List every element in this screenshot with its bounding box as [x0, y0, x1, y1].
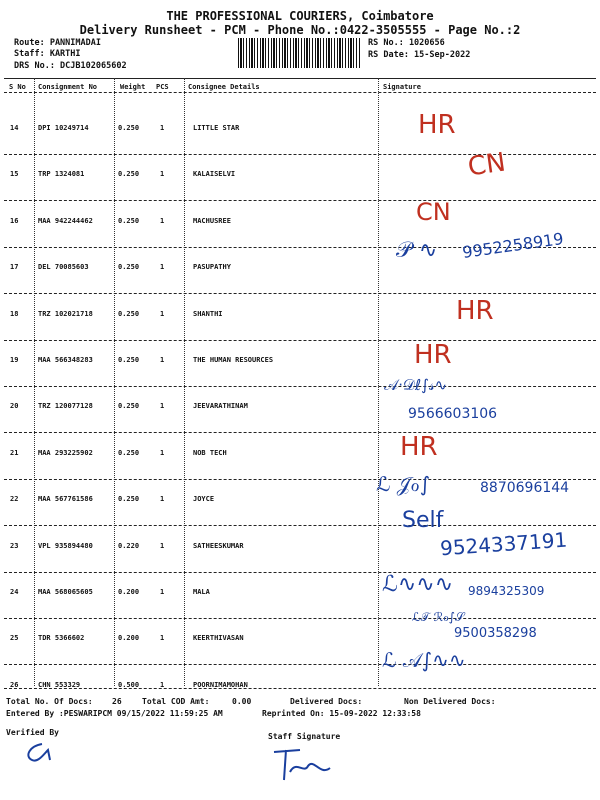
non-delivered-docs: Non Delivered Docs:	[404, 697, 496, 706]
row-consignee: PASUPATHY	[193, 263, 231, 272]
company-title: THE PROFESSIONAL COURIERS, Coimbatore	[166, 9, 434, 23]
row-consignee: MACHUSREE	[193, 216, 231, 225]
row-divider	[4, 154, 596, 155]
signature-mark: HR	[418, 110, 456, 140]
col-pcs: PCS	[156, 83, 169, 91]
col-consignee: Consignee Details	[188, 83, 260, 91]
row-pcs: 1	[160, 634, 165, 643]
row-pcs: 1	[160, 588, 165, 596]
row-sno: 25	[10, 634, 19, 643]
row-pcs: 1	[160, 309, 165, 318]
staff-signature-label: Staff Signature	[268, 732, 341, 741]
row-weight: 0.250	[118, 124, 140, 132]
row-weight: 0.250	[118, 448, 140, 457]
scribble-signature: ℒ 𝒥ℴ∫	[376, 472, 431, 496]
row-consignee: KEERTHIVASAN	[193, 634, 244, 643]
row-weight: 0.250	[118, 263, 140, 272]
scribble-signature: ℒ∿∿∿	[382, 572, 454, 597]
row-pcs: 1	[160, 402, 165, 411]
handwritten-phone: 9524337191	[439, 527, 568, 561]
handwritten-phone: 9952258919	[461, 229, 565, 262]
row-consignment: TDR 5366602	[38, 634, 85, 643]
row-weight: 0.250	[118, 495, 140, 504]
row-pcs: 1	[160, 680, 165, 689]
row-consignment: DEL 70085603	[38, 263, 89, 272]
signature-mark: HR	[414, 340, 452, 370]
row-sno: 26	[10, 680, 19, 689]
handwritten-phone: 8870696144	[480, 480, 570, 496]
row-pcs: 1	[160, 495, 165, 504]
row-divider	[4, 386, 596, 387]
row-divider	[4, 525, 596, 526]
row-weight: 0.250	[118, 309, 140, 318]
row-consignee: KALAISELVI	[193, 170, 236, 179]
row-consignment: MAA 568065605	[38, 588, 93, 596]
row-sno: 22	[10, 495, 19, 504]
row-divider	[4, 293, 596, 294]
header-bottom-rule	[4, 92, 596, 93]
col-sno: S No	[9, 83, 26, 91]
cod-value: 0.00	[232, 697, 252, 706]
signature-mark: HR	[456, 296, 494, 326]
runsheet-title: Delivery Runsheet - PCM - Phone No.:0422-3505555 - Page No.:2	[79, 23, 521, 37]
row-consignee: LITTLE STAR	[193, 124, 240, 132]
col-weight: Weight	[120, 83, 146, 91]
row-sno: 15	[10, 170, 19, 179]
row-divider	[4, 432, 596, 433]
table-row	[0, 302, 600, 348]
total-docs-value: 26	[112, 697, 122, 706]
table-row	[0, 348, 600, 394]
row-divider	[4, 664, 596, 665]
row-sno: 14	[10, 124, 19, 132]
row-weight: 0.200	[118, 588, 140, 596]
scribble-signature: ℒ𝒯 ℛℴ∫𝒮	[412, 610, 465, 624]
route-label: Route: PANNIMADAI	[14, 38, 101, 48]
row-weight: 0.220	[118, 541, 140, 550]
row-weight: 0.200	[118, 634, 140, 643]
row-consignment: MAA 567761586	[38, 495, 93, 504]
row-consignment: TRP 1324081	[38, 170, 85, 179]
row-consignment: MAA 566348283	[38, 356, 93, 364]
row-pcs: 1	[160, 263, 165, 272]
row-divider	[4, 618, 596, 619]
row-consignee: NOB TECH	[193, 448, 227, 457]
scribble-signature: 𝒜·𝒟ℓ∫𝓈∿	[384, 376, 448, 394]
col-consignment: Consignment No	[38, 83, 98, 91]
row-sno: 23	[10, 541, 19, 550]
total-docs-label: Total No. Of Docs:	[6, 697, 93, 706]
row-sno: 19	[10, 356, 19, 364]
signature-mark: CN	[416, 198, 451, 226]
scribble-signature: 𝒫 ∿	[396, 238, 438, 263]
row-weight: 0.250	[118, 356, 140, 364]
staff-label: Staff: KARTHI	[14, 49, 81, 59]
row-consignee: SHANTHI	[193, 309, 223, 318]
row-weight: 0.250	[118, 402, 140, 411]
reprinted-on: Reprinted On: 15-09-2022 12:33:58	[262, 709, 421, 718]
row-divider	[4, 572, 596, 573]
row-consignment: MAA 942244462	[38, 216, 93, 225]
rs-number: RS No.: 1020656	[368, 38, 445, 48]
footer-rule	[4, 688, 596, 689]
row-pcs: 1	[160, 356, 165, 364]
table-row	[0, 162, 600, 208]
table-row	[0, 116, 600, 162]
row-consignee: SATHEESKUMAR	[193, 541, 244, 550]
row-consignment: MAA 293225902	[38, 448, 93, 457]
row-consignee: JOYCE	[193, 495, 215, 504]
delivered-docs: Delivered Docs:	[290, 697, 363, 706]
row-pcs: 1	[160, 216, 165, 225]
row-sno: 16	[10, 216, 19, 225]
row-sno: 17	[10, 263, 19, 272]
verified-by-label: Verified By	[6, 728, 59, 737]
signature-mark: CN	[466, 147, 508, 183]
row-consignment: DPI 10249714	[38, 124, 89, 132]
cod-label: Total COD Amt:	[142, 697, 210, 706]
col-signature: Signature	[383, 83, 421, 91]
table-row	[0, 255, 600, 301]
row-weight: 0.500	[118, 680, 140, 689]
staff-signature	[270, 746, 340, 786]
row-weight: 0.250	[118, 216, 140, 225]
row-sno: 18	[10, 309, 19, 318]
row-sno: 20	[10, 402, 19, 411]
handwritten-phone: 9894325309	[468, 584, 545, 598]
row-consignment: CHN 553329	[38, 680, 81, 689]
handwritten-phone: 9500358298	[454, 626, 537, 641]
row-consignment: VPL 935894480	[38, 541, 93, 550]
row-consignee: MALA	[193, 588, 210, 596]
row-pcs: 1	[160, 124, 165, 132]
row-weight: 0.250	[118, 170, 140, 179]
handwritten-self: Self	[402, 508, 444, 533]
row-sno: 21	[10, 448, 19, 457]
row-consignment: TRZ 102021718	[38, 309, 93, 318]
signature-mark: HR	[400, 432, 438, 462]
entered-by: Entered By :PESWARIPCM 09/15/2022 11:59:25 AM	[6, 709, 223, 718]
row-pcs: 1	[160, 541, 165, 550]
row-sno: 24	[10, 588, 19, 596]
row-divider	[4, 200, 596, 201]
handwritten-phone: 9566603106	[408, 406, 498, 422]
table-row	[0, 394, 600, 440]
verifier-signature	[20, 738, 56, 766]
row-pcs: 1	[160, 448, 165, 457]
barcode-image	[238, 38, 360, 68]
drs-number: DRS No.: DCJB102065602	[14, 61, 127, 71]
rs-date: RS Date: 15-Sep-2022	[368, 50, 471, 60]
row-divider	[4, 340, 596, 341]
row-pcs: 1	[160, 170, 165, 179]
row-consignee: POORNIMAMOHAN	[193, 680, 248, 689]
row-consignee: JEEVARATHINAM	[193, 402, 248, 411]
row-consignee: THE HUMAN RESOURCES	[193, 356, 274, 364]
row-consignment: TRZ 120077128	[38, 402, 93, 411]
header-top-rule	[4, 78, 596, 79]
scribble-signature: ℒ 𝒜∫∿∿	[382, 648, 466, 672]
